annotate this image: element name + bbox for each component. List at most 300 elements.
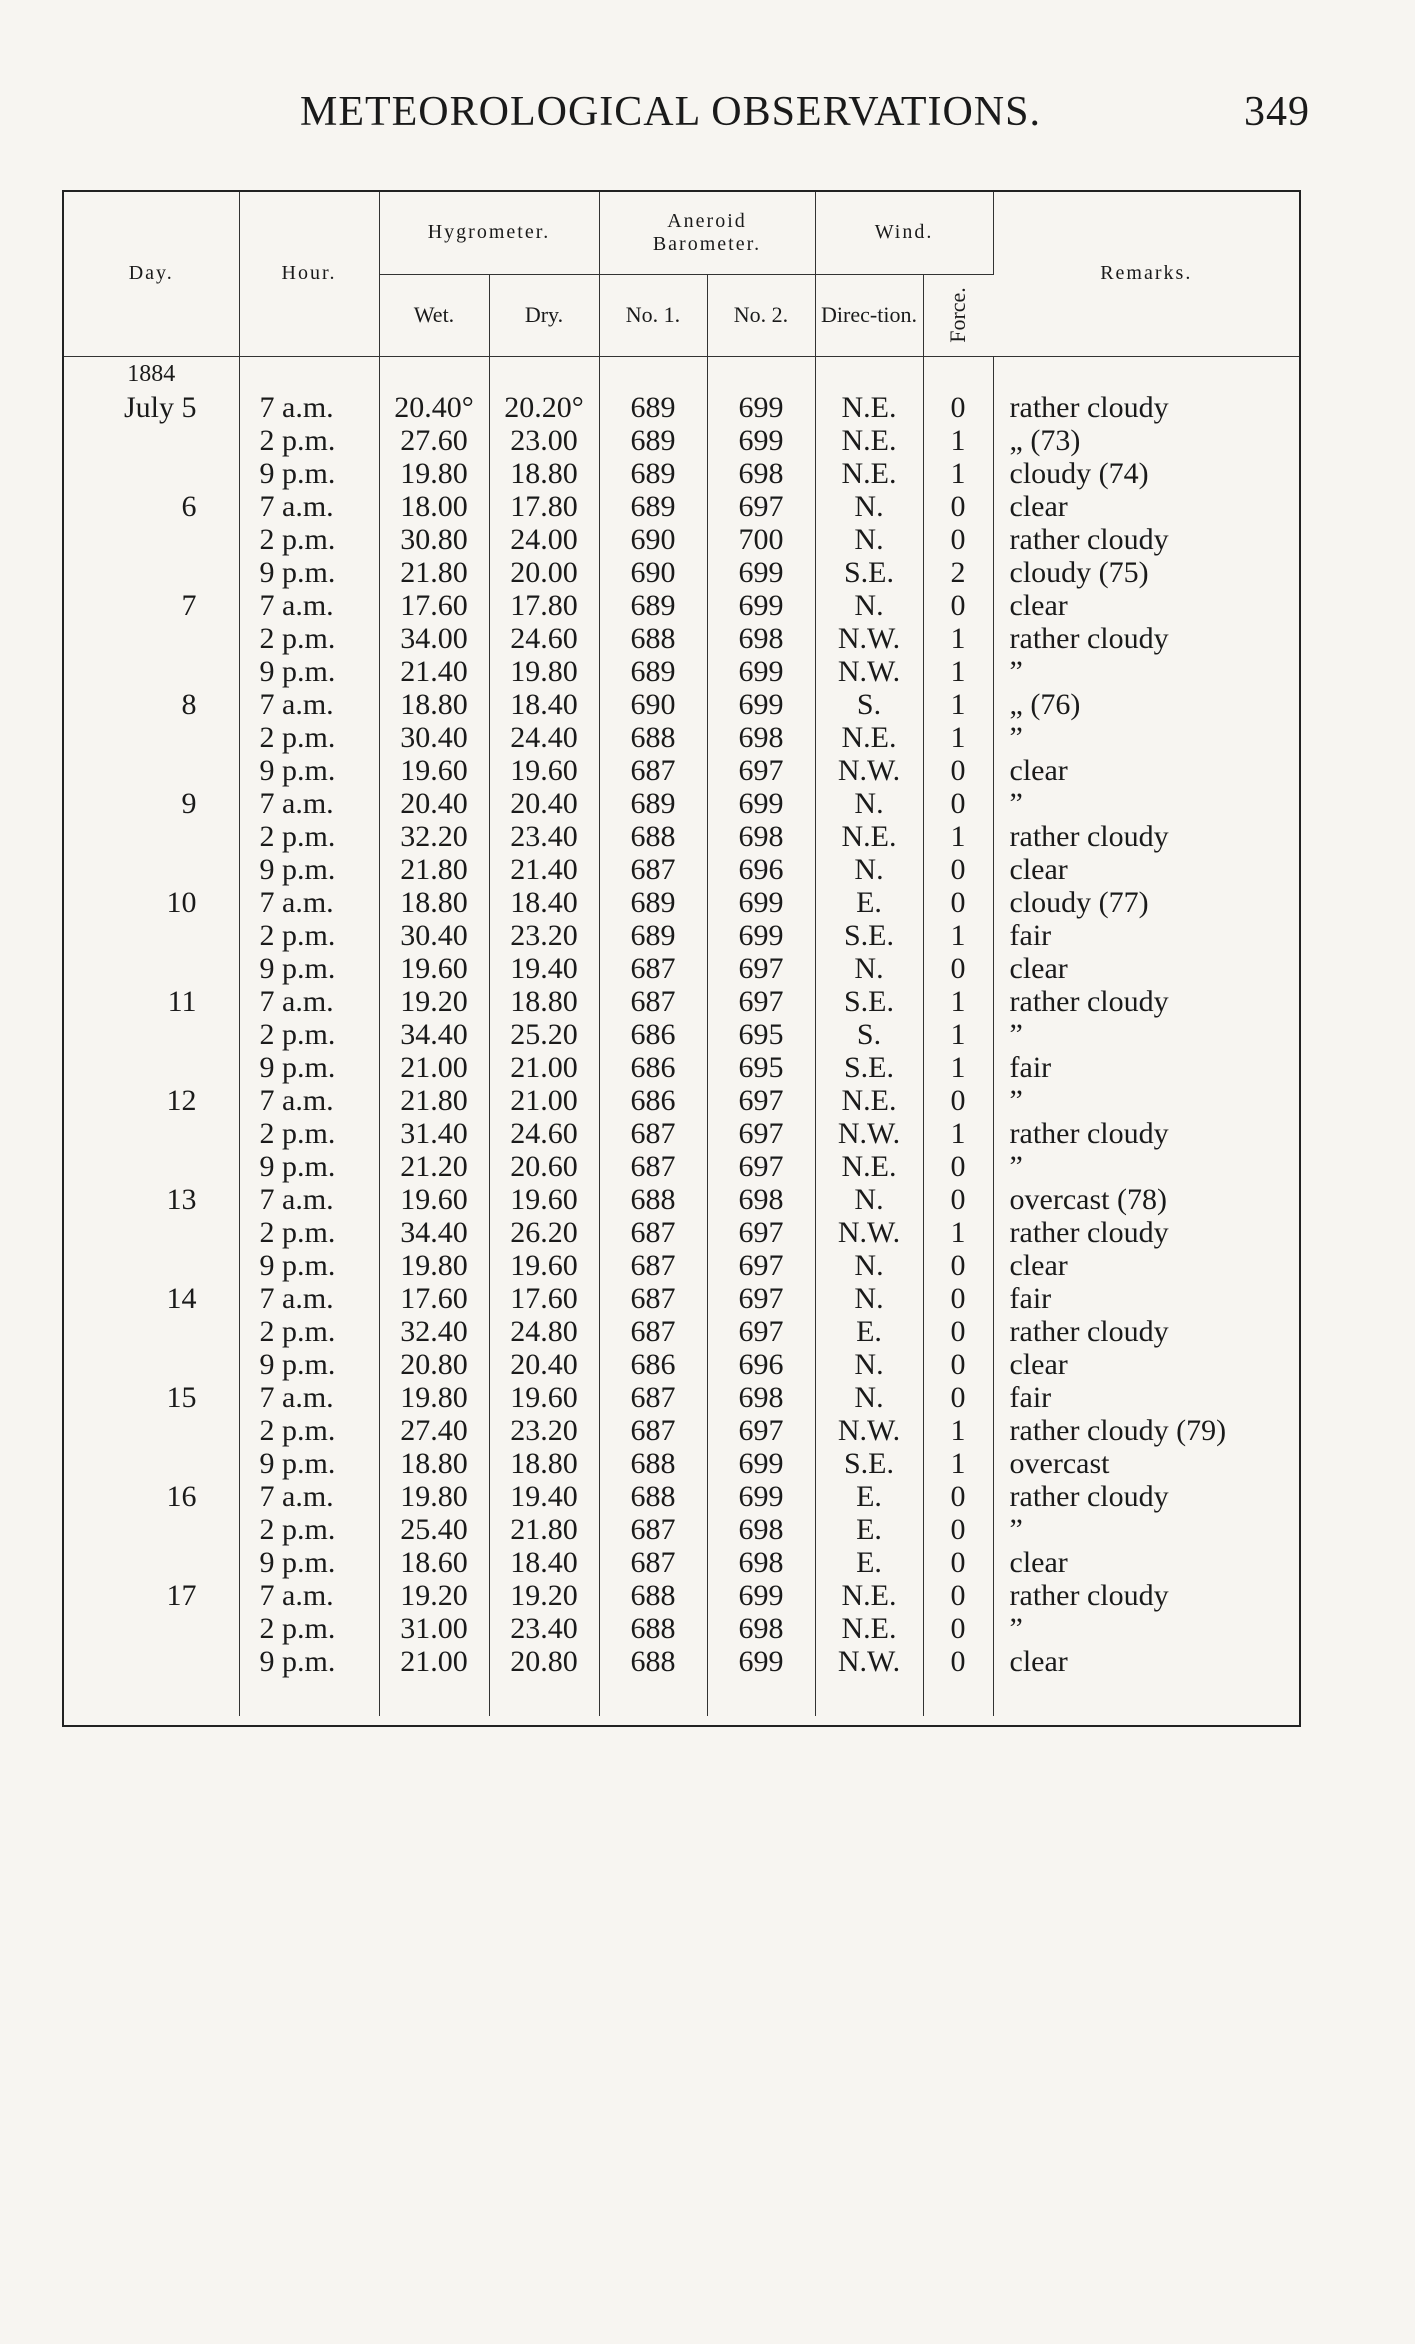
- table-row: [64, 721, 1299, 754]
- barometer-no1-cell: 689: [599, 655, 707, 688]
- barometer-no1-cell: 687: [599, 1513, 707, 1546]
- wind-force-cell: 1: [923, 1447, 993, 1480]
- hour-cell: 2 p.m.: [239, 820, 379, 853]
- wind-direction-cell: S.E.: [815, 919, 923, 952]
- wind-direction-cell: N.: [815, 853, 923, 886]
- table-row: [64, 1216, 1299, 1249]
- day-cell: 10: [64, 886, 239, 919]
- table-row: [64, 1018, 1299, 1051]
- hour-cell: 7 a.m.: [239, 1282, 379, 1315]
- wind-direction-cell: N.: [815, 1348, 923, 1381]
- barometer-no2-cell: 699: [707, 424, 815, 457]
- barometer-no1-cell: 688: [599, 1612, 707, 1645]
- barometer-no2-cell: 697: [707, 1414, 815, 1447]
- wet-cell: 17.60: [379, 1282, 489, 1315]
- wet-cell: 19.80: [379, 457, 489, 490]
- hour-cell: 2 p.m.: [239, 424, 379, 457]
- barometer-no2-cell: 699: [707, 787, 815, 820]
- wind-direction-cell: N.: [815, 1381, 923, 1414]
- day-cell: [64, 721, 239, 754]
- year-cell: 1884: [64, 356, 239, 391]
- hour-cell: 2 p.m.: [239, 1216, 379, 1249]
- hour-cell: 9 p.m.: [239, 1249, 379, 1282]
- wind-direction-cell: N.: [815, 787, 923, 820]
- wet-cell: 31.40: [379, 1117, 489, 1150]
- wind-force-cell: 1: [923, 1216, 993, 1249]
- hour-cell: 9 p.m.: [239, 1348, 379, 1381]
- dry-cell: 19.60: [489, 1381, 599, 1414]
- barometer-no1-cell: 687: [599, 853, 707, 886]
- day-cell: 17: [64, 1579, 239, 1612]
- wind-force-cell: 0: [923, 853, 993, 886]
- remarks-cell: clear: [1009, 588, 1068, 622]
- hour-cell: 2 p.m.: [239, 1018, 379, 1051]
- dry-cell: 17.60: [489, 1282, 599, 1315]
- barometer-no1-cell: 689: [599, 886, 707, 919]
- day-cell: [64, 523, 239, 556]
- filler-cell: [923, 1678, 993, 1716]
- hour-cell: 7 a.m.: [239, 688, 379, 721]
- remarks-cell: ”: [1009, 1611, 1023, 1645]
- wind-direction-cell: N.: [815, 589, 923, 622]
- table-row: [64, 1480, 1299, 1513]
- wet-cell: 27.40: [379, 1414, 489, 1447]
- table-row: [64, 985, 1299, 1018]
- barometer-no1-cell: 687: [599, 1282, 707, 1315]
- wind-direction-cell: N.W.: [815, 1117, 923, 1150]
- wind-force-cell: 0: [923, 754, 993, 787]
- observations-table: [64, 192, 1299, 1716]
- barometer-no2-cell: 699: [707, 589, 815, 622]
- remarks-cell: cloudy (74): [1009, 456, 1149, 490]
- remarks-cell: rather cloudy: [1009, 984, 1169, 1018]
- day-cell: [64, 1645, 239, 1678]
- barometer-no1-cell: 689: [599, 787, 707, 820]
- table-row: [64, 1645, 1299, 1678]
- barometer-no1-cell: 688: [599, 622, 707, 655]
- barometer-no2-cell: 699: [707, 391, 815, 424]
- dry-cell: 19.80: [489, 655, 599, 688]
- filler-cell: [64, 1678, 239, 1716]
- barometer-no2-cell: 698: [707, 820, 815, 853]
- day-cell: 6: [64, 490, 239, 523]
- wind-force-cell: 0: [923, 1381, 993, 1414]
- remarks-cell: clear: [1009, 1347, 1068, 1381]
- wind-force-cell: 0: [923, 490, 993, 523]
- dry-cell: 24.80: [489, 1315, 599, 1348]
- header-dry: Dry.: [489, 274, 599, 356]
- wet-cell: 21.80: [379, 853, 489, 886]
- wind-direction-cell: E.: [815, 1480, 923, 1513]
- wet-cell: 20.40°: [379, 391, 489, 424]
- hour-cell: 7 a.m.: [239, 1381, 379, 1414]
- wet-cell: 18.80: [379, 886, 489, 919]
- wind-force-cell: 1: [923, 424, 993, 457]
- barometer-no1-cell: 686: [599, 1084, 707, 1117]
- barometer-no1-cell: 687: [599, 1249, 707, 1282]
- wind-direction-cell: N.E.: [815, 424, 923, 457]
- wind-force-cell: 1: [923, 919, 993, 952]
- hour-cell: 2 p.m.: [239, 1117, 379, 1150]
- remarks-cell: rather cloudy: [1009, 1479, 1169, 1513]
- filler-cell: [707, 1678, 815, 1716]
- barometer-no1-cell: 689: [599, 919, 707, 952]
- hour-cell: 9 p.m.: [239, 655, 379, 688]
- dry-cell: 23.40: [489, 1612, 599, 1645]
- wind-direction-cell: E.: [815, 1546, 923, 1579]
- wet-cell: 31.00: [379, 1612, 489, 1645]
- barometer-no2-cell: 697: [707, 1084, 815, 1117]
- dry-cell: 18.80: [489, 1447, 599, 1480]
- day-cell: [64, 820, 239, 853]
- dry-cell: 21.00: [489, 1051, 599, 1084]
- hour-cell: 2 p.m.: [239, 622, 379, 655]
- day-cell: 8: [64, 688, 239, 721]
- barometer-no1-cell: 687: [599, 1381, 707, 1414]
- hour-cell: 2 p.m.: [239, 1513, 379, 1546]
- remarks-cell: clear: [1009, 489, 1068, 523]
- dry-cell: 19.40: [489, 952, 599, 985]
- remarks-cell: fair: [1009, 918, 1052, 952]
- day-cell: 15: [64, 1381, 239, 1414]
- table-filler-row: [64, 1678, 1299, 1716]
- day-cell: 7: [64, 589, 239, 622]
- dry-cell: 21.40: [489, 853, 599, 886]
- table-row: [64, 754, 1299, 787]
- wet-cell: 18.80: [379, 688, 489, 721]
- wind-force-cell: 0: [923, 1612, 993, 1645]
- hour-cell: 7 a.m.: [239, 787, 379, 820]
- wind-force-cell: 0: [923, 1546, 993, 1579]
- hour-cell: 7 a.m.: [239, 589, 379, 622]
- wind-force-cell: 0: [923, 1315, 993, 1348]
- hour-cell: 9 p.m.: [239, 1546, 379, 1579]
- day-cell: [64, 1216, 239, 1249]
- day-cell: [64, 1315, 239, 1348]
- dry-cell: 21.80: [489, 1513, 599, 1546]
- barometer-no2-cell: 698: [707, 1546, 815, 1579]
- hour-cell: 9 p.m.: [239, 556, 379, 589]
- barometer-no1-cell: 688: [599, 1183, 707, 1216]
- wind-force-cell: 0: [923, 787, 993, 820]
- remarks-cell: rather cloudy: [1009, 1578, 1169, 1612]
- remarks-cell: rather cloudy: [1009, 522, 1169, 556]
- wind-direction-cell: E.: [815, 1315, 923, 1348]
- filler-cell: [599, 1678, 707, 1716]
- wind-force-cell: 1: [923, 721, 993, 754]
- barometer-no1-cell: 690: [599, 523, 707, 556]
- remarks-cell: rather cloudy: [1009, 621, 1169, 655]
- remarks-cell: ”: [1009, 1083, 1023, 1117]
- remarks-cell: cloudy (77): [1009, 885, 1149, 919]
- day-cell: 13: [64, 1183, 239, 1216]
- dry-cell: 19.60: [489, 1249, 599, 1282]
- wet-cell: 18.00: [379, 490, 489, 523]
- observations-body: [64, 356, 1299, 1716]
- table-row: [64, 490, 1299, 523]
- day-cell: [64, 1150, 239, 1183]
- day-cell: [64, 919, 239, 952]
- dry-cell: 23.00: [489, 424, 599, 457]
- filler-cell: [993, 1678, 1299, 1716]
- dry-cell: 17.80: [489, 589, 599, 622]
- header-barometer-line1: Aneroid: [667, 209, 747, 232]
- wet-cell: 21.00: [379, 1051, 489, 1084]
- wind-direction-cell: N.E.: [815, 1150, 923, 1183]
- wet-cell: 34.40: [379, 1018, 489, 1051]
- wet-cell: 20.40: [379, 787, 489, 820]
- table-row: [64, 1051, 1299, 1084]
- day-cell: 12: [64, 1084, 239, 1117]
- hour-cell: 9 p.m.: [239, 754, 379, 787]
- wet-cell: 17.60: [379, 589, 489, 622]
- wind-force-cell: 1: [923, 1018, 993, 1051]
- table-row: [64, 1117, 1299, 1150]
- barometer-no1-cell: 690: [599, 688, 707, 721]
- barometer-no1-cell: 689: [599, 490, 707, 523]
- wind-force-cell: 0: [923, 1579, 993, 1612]
- table-row: [64, 589, 1299, 622]
- remarks-cell: ”: [1009, 1149, 1023, 1183]
- wind-direction-cell: S.E.: [815, 1447, 923, 1480]
- remarks-cell: ”: [1009, 654, 1023, 688]
- wind-direction-cell: E.: [815, 1513, 923, 1546]
- remarks-cell: rather cloudy (79): [1009, 1413, 1227, 1447]
- header-no1: No. 1.: [599, 274, 707, 356]
- wind-direction-cell: N.E.: [815, 1612, 923, 1645]
- dry-cell: 20.60: [489, 1150, 599, 1183]
- day-cell: July 5: [64, 391, 239, 424]
- dry-cell: 18.40: [489, 886, 599, 919]
- barometer-no1-cell: 687: [599, 1216, 707, 1249]
- hour-cell: 9 p.m.: [239, 853, 379, 886]
- day-cell: [64, 1447, 239, 1480]
- wet-cell: 19.20: [379, 1579, 489, 1612]
- wet-cell: 19.80: [379, 1480, 489, 1513]
- wind-force-cell: 0: [923, 523, 993, 556]
- header-wet: Wet.: [379, 274, 489, 356]
- remarks-cell: fair: [1009, 1050, 1052, 1084]
- remarks-cell: ”: [1009, 1017, 1023, 1051]
- filler-cell: [379, 1678, 489, 1716]
- wet-cell: 18.60: [379, 1546, 489, 1579]
- wind-force-cell: 0: [923, 952, 993, 985]
- hour-cell: 9 p.m.: [239, 1447, 379, 1480]
- day-cell: [64, 622, 239, 655]
- remarks-cell: ”: [1009, 786, 1023, 820]
- hour-cell: 7 a.m.: [239, 391, 379, 424]
- remarks-cell: overcast: [1009, 1446, 1110, 1480]
- barometer-no1-cell: 688: [599, 1645, 707, 1678]
- remarks-cell: „ (76): [1009, 687, 1081, 721]
- hour-cell: 9 p.m.: [239, 457, 379, 490]
- hour-cell: 7 a.m.: [239, 886, 379, 919]
- dry-cell: 24.40: [489, 721, 599, 754]
- hour-cell: 7 a.m.: [239, 1183, 379, 1216]
- day-cell: 16: [64, 1480, 239, 1513]
- remarks-cell: rather cloudy: [1009, 390, 1169, 424]
- wet-cell: 32.20: [379, 820, 489, 853]
- wind-force-cell: 1: [923, 985, 993, 1018]
- remarks-cell: ”: [1009, 720, 1023, 754]
- wind-force-cell: 0: [923, 1249, 993, 1282]
- wind-direction-cell: N.: [815, 1183, 923, 1216]
- page-title: METEOROLOGICAL OBSERVATIONS.: [300, 89, 1041, 135]
- header-barometer: [599, 192, 815, 274]
- wet-cell: 25.40: [379, 1513, 489, 1546]
- table-row: [64, 1414, 1299, 1447]
- dry-cell: 19.60: [489, 1183, 599, 1216]
- wet-cell: 19.60: [379, 754, 489, 787]
- table-row: [64, 787, 1299, 820]
- table-row: [64, 391, 1299, 424]
- wind-force-cell: 1: [923, 688, 993, 721]
- barometer-no1-cell: 687: [599, 754, 707, 787]
- barometer-no2-cell: 697: [707, 1249, 815, 1282]
- barometer-no1-cell: 687: [599, 1414, 707, 1447]
- remarks-cell: „ (73): [1009, 423, 1081, 457]
- wet-cell: 21.20: [379, 1150, 489, 1183]
- wet-cell: 19.60: [379, 952, 489, 985]
- wet-cell: 18.80: [379, 1447, 489, 1480]
- dry-cell: 25.20: [489, 1018, 599, 1051]
- wind-force-cell: 0: [923, 1645, 993, 1678]
- filler-cell: [815, 1678, 923, 1716]
- remarks-cell: clear: [1009, 852, 1068, 886]
- day-cell: [64, 1546, 239, 1579]
- table-row: [64, 1546, 1299, 1579]
- barometer-no1-cell: 688: [599, 1579, 707, 1612]
- remarks-cell: overcast (78): [1009, 1182, 1167, 1216]
- barometer-no2-cell: 698: [707, 1381, 815, 1414]
- day-cell: 9: [64, 787, 239, 820]
- day-cell: [64, 853, 239, 886]
- wind-direction-cell: N.W.: [815, 1414, 923, 1447]
- day-cell: [64, 1051, 239, 1084]
- dry-cell: 17.80: [489, 490, 599, 523]
- wet-cell: 30.80: [379, 523, 489, 556]
- dry-cell: 24.00: [489, 523, 599, 556]
- barometer-no2-cell: 698: [707, 1612, 815, 1645]
- barometer-no2-cell: 697: [707, 1117, 815, 1150]
- hour-cell: 7 a.m.: [239, 1084, 379, 1117]
- wet-cell: 19.60: [379, 1183, 489, 1216]
- header-remarks: Remarks.: [993, 192, 1299, 356]
- barometer-no2-cell: 696: [707, 1348, 815, 1381]
- remarks-cell: clear: [1009, 1545, 1068, 1579]
- page-number: 349: [1244, 89, 1310, 135]
- barometer-no2-cell: 697: [707, 985, 815, 1018]
- wet-cell: 19.80: [379, 1381, 489, 1414]
- table-row: [64, 1348, 1299, 1381]
- wet-cell: 21.80: [379, 1084, 489, 1117]
- dry-cell: 26.20: [489, 1216, 599, 1249]
- remarks-cell: rather cloudy: [1009, 819, 1169, 853]
- wind-direction-cell: N.: [815, 523, 923, 556]
- table-row: [64, 919, 1299, 952]
- wind-force-cell: 0: [923, 1348, 993, 1381]
- barometer-no1-cell: 689: [599, 391, 707, 424]
- hour-cell: 7 a.m.: [239, 490, 379, 523]
- wind-force-cell: 1: [923, 1414, 993, 1447]
- hour-cell: 2 p.m.: [239, 523, 379, 556]
- wind-direction-cell: N.W.: [815, 622, 923, 655]
- barometer-no2-cell: 699: [707, 1480, 815, 1513]
- barometer-no2-cell: 699: [707, 556, 815, 589]
- wind-direction-cell: N.E.: [815, 1084, 923, 1117]
- day-cell: [64, 1612, 239, 1645]
- day-cell: [64, 754, 239, 787]
- header-no2: No. 2.: [707, 274, 815, 356]
- remarks-cell: clear: [1009, 1644, 1068, 1678]
- barometer-no2-cell: 697: [707, 952, 815, 985]
- barometer-no2-cell: 699: [707, 1645, 815, 1678]
- wind-force-cell: 1: [923, 622, 993, 655]
- wind-direction-cell: N.W.: [815, 754, 923, 787]
- table-row: [64, 1249, 1299, 1282]
- dry-cell: 20.40: [489, 787, 599, 820]
- barometer-no2-cell: 699: [707, 1579, 815, 1612]
- wind-force-cell: 0: [923, 589, 993, 622]
- barometer-no1-cell: 690: [599, 556, 707, 589]
- wet-cell: 34.40: [379, 1216, 489, 1249]
- table-row: [64, 424, 1299, 457]
- dry-cell: 23.40: [489, 820, 599, 853]
- wind-direction-cell: N.E.: [815, 457, 923, 490]
- day-cell: [64, 1414, 239, 1447]
- dry-cell: 21.00: [489, 1084, 599, 1117]
- wet-cell: 20.80: [379, 1348, 489, 1381]
- remarks-cell: rather cloudy: [1009, 1314, 1169, 1348]
- hour-cell: 9 p.m.: [239, 1150, 379, 1183]
- hour-cell: 7 a.m.: [239, 985, 379, 1018]
- table-row: [64, 1183, 1299, 1216]
- table-row: [64, 1381, 1299, 1414]
- dry-cell: 18.40: [489, 688, 599, 721]
- barometer-no1-cell: 686: [599, 1051, 707, 1084]
- header-hour: Hour.: [239, 192, 379, 356]
- barometer-no1-cell: 687: [599, 1150, 707, 1183]
- wind-force-cell: 0: [923, 1150, 993, 1183]
- table-row: [64, 622, 1299, 655]
- day-cell: [64, 1513, 239, 1546]
- barometer-no2-cell: 697: [707, 1216, 815, 1249]
- barometer-no2-cell: 695: [707, 1051, 815, 1084]
- observations-table-frame: [62, 190, 1301, 1727]
- table-row: [64, 1315, 1299, 1348]
- remarks-cell: fair: [1009, 1281, 1052, 1315]
- hour-cell: 2 p.m.: [239, 1612, 379, 1645]
- barometer-no1-cell: 686: [599, 1348, 707, 1381]
- day-cell: [64, 1117, 239, 1150]
- barometer-no2-cell: 698: [707, 1513, 815, 1546]
- barometer-no2-cell: 698: [707, 457, 815, 490]
- barometer-no2-cell: 699: [707, 688, 815, 721]
- barometer-no2-cell: 699: [707, 919, 815, 952]
- day-cell: [64, 655, 239, 688]
- hour-cell: 7 a.m.: [239, 1480, 379, 1513]
- wind-force-cell: 0: [923, 1513, 993, 1546]
- table-row: [64, 655, 1299, 688]
- table-row: [64, 1282, 1299, 1315]
- table-row: [64, 886, 1299, 919]
- dry-cell: 18.80: [489, 457, 599, 490]
- dry-cell: 18.40: [489, 1546, 599, 1579]
- hour-cell: 2 p.m.: [239, 721, 379, 754]
- dry-cell: 20.20°: [489, 391, 599, 424]
- header-barometer-line2: Barometer.: [652, 232, 762, 255]
- barometer-no1-cell: 687: [599, 985, 707, 1018]
